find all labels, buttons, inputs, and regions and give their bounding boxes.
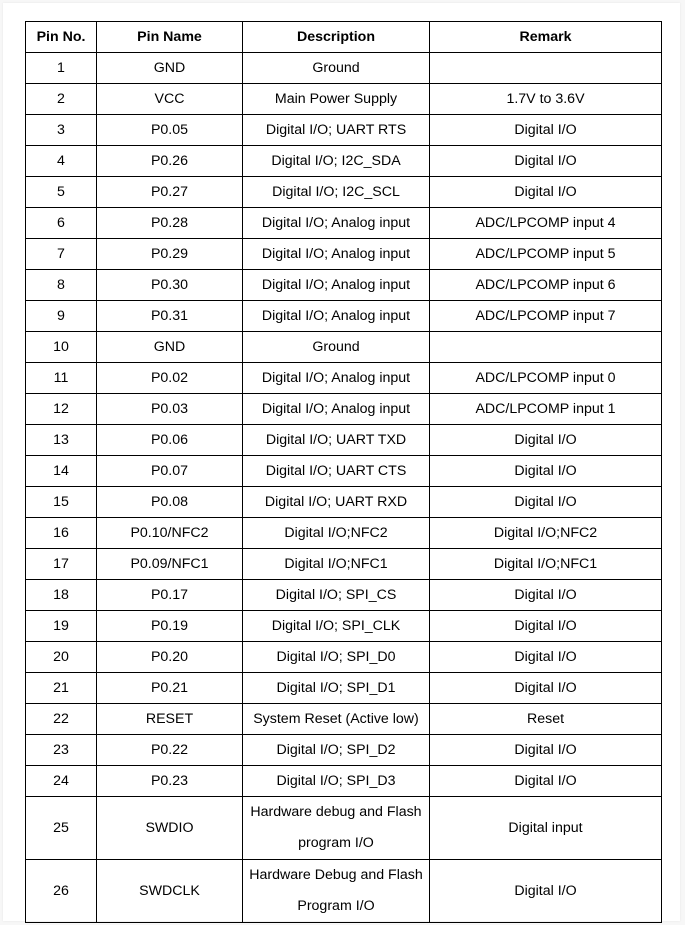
cell-pin-name: P0.19	[97, 611, 243, 642]
cell-pin-name: P0.07	[97, 456, 243, 487]
cell-pin-no: 13	[26, 425, 97, 456]
cell-remark: ADC/LPCOMP input 5	[430, 239, 662, 270]
cell-remark: ADC/LPCOMP input 1	[430, 394, 662, 425]
cell-description: Digital I/O; UART RTS	[243, 115, 430, 146]
cell-remark: Digital I/O	[430, 860, 662, 923]
cell-pin-no: 14	[26, 456, 97, 487]
cell-description: Digital I/O; Analog input	[243, 363, 430, 394]
cell-description: Digital I/O; I2C_SDA	[243, 146, 430, 177]
cell-pin-name: P0.22	[97, 735, 243, 766]
table-row	[26, 301, 662, 332]
table-row	[26, 177, 662, 208]
cell-pin-name: P0.27	[97, 177, 243, 208]
header-pin-no: Pin No.	[26, 22, 97, 53]
cell-remark: Digital I/O	[430, 642, 662, 673]
cell-description: Digital I/O; Analog input	[243, 208, 430, 239]
cell-pin-name: P0.29	[97, 239, 243, 270]
cell-pin-no: 19	[26, 611, 97, 642]
table-row	[26, 84, 662, 115]
cell-remark: Reset	[430, 704, 662, 735]
cell-remark: Digital I/O	[430, 580, 662, 611]
cell-pin-name: P0.26	[97, 146, 243, 177]
cell-pin-name: P0.31	[97, 301, 243, 332]
table-row	[26, 239, 662, 270]
table-row	[26, 208, 662, 239]
cell-remark: Digital I/O	[430, 456, 662, 487]
cell-pin-no: 1	[26, 53, 97, 84]
cell-remark: Digital I/O	[430, 766, 662, 797]
cell-pin-name: P0.30	[97, 270, 243, 301]
cell-description: Hardware Debug and Flash Program I/O	[243, 860, 430, 923]
cell-pin-name: SWDIO	[97, 797, 243, 860]
cell-description: Digital I/O; Analog input	[243, 394, 430, 425]
table-row	[26, 270, 662, 301]
cell-pin-name: P0.02	[97, 363, 243, 394]
cell-pin-no: 22	[26, 704, 97, 735]
header-description: Description	[243, 22, 430, 53]
cell-description: Digital I/O; I2C_SCL	[243, 177, 430, 208]
table-row	[26, 673, 662, 704]
cell-pin-no: 6	[26, 208, 97, 239]
cell-pin-no: 15	[26, 487, 97, 518]
cell-pin-no: 10	[26, 332, 97, 363]
table-row	[26, 642, 662, 673]
cell-pin-name: P0.09/NFC1	[97, 549, 243, 580]
cell-description: Digital I/O; SPI_CLK	[243, 611, 430, 642]
cell-description: System Reset (Active low)	[243, 704, 430, 735]
cell-pin-no: 12	[26, 394, 97, 425]
table-row	[26, 394, 662, 425]
cell-pin-no: 20	[26, 642, 97, 673]
cell-pin-no: 21	[26, 673, 97, 704]
cell-pin-no: 17	[26, 549, 97, 580]
cell-pin-no: 11	[26, 363, 97, 394]
cell-pin-name: SWDCLK	[97, 860, 243, 923]
cell-description: Digital I/O; UART CTS	[243, 456, 430, 487]
cell-remark: Digital I/O	[430, 611, 662, 642]
cell-description: Digital I/O; UART TXD	[243, 425, 430, 456]
cell-remark: Digital I/O	[430, 177, 662, 208]
cell-remark: ADC/LPCOMP input 7	[430, 301, 662, 332]
cell-pin-no: 23	[26, 735, 97, 766]
table-row	[26, 363, 662, 394]
cell-remark: ADC/LPCOMP input 0	[430, 363, 662, 394]
cell-pin-no: 2	[26, 84, 97, 115]
cell-pin-no: 9	[26, 301, 97, 332]
cell-description: Ground	[243, 332, 430, 363]
table-row	[26, 456, 662, 487]
cell-pin-name: RESET	[97, 704, 243, 735]
cell-remark: Digital I/O	[430, 735, 662, 766]
cell-description: Digital I/O; SPI_CS	[243, 580, 430, 611]
cell-remark: Digital I/O;NFC1	[430, 549, 662, 580]
cell-pin-name: P0.08	[97, 487, 243, 518]
cell-remark	[430, 53, 662, 84]
cell-pin-no: 5	[26, 177, 97, 208]
cell-pin-no: 7	[26, 239, 97, 270]
table-row	[26, 549, 662, 580]
cell-pin-no: 25	[26, 797, 97, 860]
cell-description: Digital I/O; Analog input	[243, 270, 430, 301]
cell-description: Ground	[243, 53, 430, 84]
cell-pin-name: P0.06	[97, 425, 243, 456]
cell-description: Digital I/O; UART RXD	[243, 487, 430, 518]
table-row	[26, 766, 662, 797]
cell-pin-name: P0.03	[97, 394, 243, 425]
cell-remark: Digital input	[430, 797, 662, 860]
cell-pin-name: P0.17	[97, 580, 243, 611]
cell-pin-no: 24	[26, 766, 97, 797]
cell-description: Hardware debug and Flash program I/O	[243, 797, 430, 860]
pin-table	[25, 21, 662, 923]
table-row	[26, 735, 662, 766]
document-page	[3, 3, 680, 921]
cell-description: Digital I/O; SPI_D1	[243, 673, 430, 704]
cell-description: Main Power Supply	[243, 84, 430, 115]
cell-remark: Digital I/O	[430, 425, 662, 456]
table-row	[26, 53, 662, 84]
table-row	[26, 860, 662, 923]
cell-remark	[430, 332, 662, 363]
table-row	[26, 487, 662, 518]
table-header-row	[26, 22, 662, 53]
cell-pin-name: GND	[97, 53, 243, 84]
header-remark: Remark	[430, 22, 662, 53]
table-row	[26, 146, 662, 177]
cell-remark: Digital I/O	[430, 146, 662, 177]
cell-pin-name: VCC	[97, 84, 243, 115]
cell-description: Digital I/O; SPI_D2	[243, 735, 430, 766]
cell-pin-no: 4	[26, 146, 97, 177]
table-row	[26, 611, 662, 642]
cell-remark: 1.7V to 3.6V	[430, 84, 662, 115]
cell-description: Digital I/O; SPI_D0	[243, 642, 430, 673]
cell-pin-name: P0.10/NFC2	[97, 518, 243, 549]
cell-pin-name: P0.23	[97, 766, 243, 797]
cell-description: Digital I/O; Analog input	[243, 239, 430, 270]
table-row	[26, 425, 662, 456]
table-row	[26, 704, 662, 735]
cell-pin-name: P0.28	[97, 208, 243, 239]
cell-pin-name: GND	[97, 332, 243, 363]
cell-remark: Digital I/O;NFC2	[430, 518, 662, 549]
table-row	[26, 580, 662, 611]
table-row	[26, 332, 662, 363]
table-row	[26, 115, 662, 146]
cell-pin-name: P0.20	[97, 642, 243, 673]
cell-pin-name: P0.21	[97, 673, 243, 704]
cell-description: Digital I/O; SPI_D3	[243, 766, 430, 797]
cell-description: Digital I/O; Analog input	[243, 301, 430, 332]
cell-remark: Digital I/O	[430, 487, 662, 518]
cell-remark: Digital I/O	[430, 115, 662, 146]
table-row	[26, 518, 662, 549]
cell-pin-name: P0.05	[97, 115, 243, 146]
cell-remark: ADC/LPCOMP input 4	[430, 208, 662, 239]
cell-pin-no: 16	[26, 518, 97, 549]
cell-pin-no: 3	[26, 115, 97, 146]
cell-remark: Digital I/O	[430, 673, 662, 704]
cell-pin-no: 26	[26, 860, 97, 923]
cell-remark: ADC/LPCOMP input 6	[430, 270, 662, 301]
cell-description: Digital I/O;NFC2	[243, 518, 430, 549]
table-body	[26, 53, 662, 923]
cell-pin-no: 18	[26, 580, 97, 611]
table-row	[26, 797, 662, 860]
cell-pin-no: 8	[26, 270, 97, 301]
cell-description: Digital I/O;NFC1	[243, 549, 430, 580]
header-pin-name: Pin Name	[97, 22, 243, 53]
